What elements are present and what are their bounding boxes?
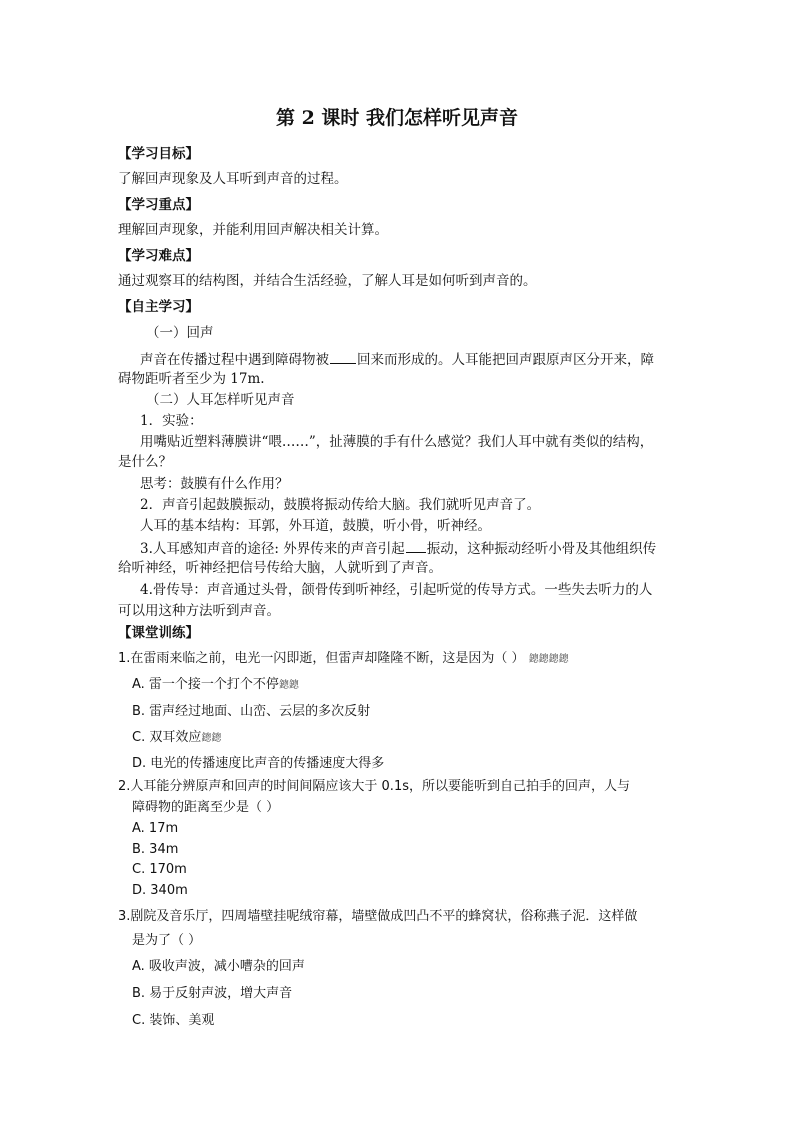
- question-2-option-d: D. 340m: [132, 883, 188, 898]
- question-1-option-c: [132, 729, 221, 748]
- echo-text-b: 回来而形成的。人耳能把回声跟原声区分开来，障: [357, 352, 654, 368]
- think-question: 思考：鼓膜有什么作用？: [140, 476, 289, 492]
- echo-heading: （一）回声: [146, 325, 214, 341]
- question-3-option-c: C. 装饰、美观: [132, 1013, 215, 1028]
- option-text: A. 雷一个接一个打个不停: [132, 677, 279, 692]
- self-study-heading: 【自主学习】: [118, 299, 199, 315]
- question-2-option-a: A. 17m: [132, 821, 179, 836]
- training-heading: 【课堂训练】: [118, 625, 199, 641]
- difficulty-text: 通过观察耳的结构图，并结合生活经验，了解人耳是如何听到声音的。: [118, 273, 537, 289]
- question-3-stem-line-2: 是为了（ ）: [132, 933, 202, 948]
- item-4-line-1: 4.骨传导：声音通过头骨，颌骨传到听神经，引起听觉的传导方式。一些失去听力的人: [140, 582, 653, 598]
- option-noise: 鏓鏓: [278, 680, 299, 691]
- goal-heading: 【学习目标】: [118, 146, 199, 162]
- experiment-line-2: 是什么？: [118, 454, 172, 470]
- ear-heading: （二）人耳怎样听见声音: [146, 392, 295, 408]
- option-text: B. 雷声经过地面、山峦、云层的多次反射: [132, 704, 371, 719]
- question-2-stem-line-2: 障碍物的距离至少是（ ）: [132, 800, 280, 815]
- page-title: 第 2 课时 我们怎样听见声音: [275, 107, 519, 129]
- experiment-label: 1．实验：: [140, 413, 203, 429]
- item-3-line-1: [140, 539, 656, 558]
- experiment-line-1: 用嘴贴近塑料薄膜讲“喂……”，扯薄膜的手有什么感觉？我们人耳中就有类似的结构，: [140, 434, 654, 450]
- option-text: D. 电光的传播速度比声音的传播速度大得多: [132, 756, 385, 771]
- echo-blank: [330, 350, 356, 364]
- key-heading: 【学习重点】: [118, 197, 199, 213]
- item-3-line-2: 给听神经，听神经把信号传给大脑，人就听到了声音。: [118, 560, 442, 576]
- question-1-option-a: [132, 676, 299, 695]
- echo-text-a: 声音在传播过程中遇到障碍物被: [140, 352, 329, 368]
- question-1-text: 1.在雷雨来临之前，电光一闪即逝，但雷声却隆隆不断，这是因为（ ）: [118, 651, 525, 666]
- question-2-option-c: C. 170m: [132, 862, 187, 877]
- item-3-text-a: 3.人耳感知声音的途径: 外界传来的声音引起: [140, 541, 405, 557]
- goal-text: 了解回声现象及人耳听到声音的过程。: [118, 171, 348, 187]
- question-2-stem-line-1: 2.人耳能分辨原声和回声的时间间隔应该大于 0.1s，所以要能听到自己拍手的回声，人与: [118, 779, 630, 794]
- item-2: 2．声音引起鼓膜振动，鼓膜将振动传给大脑。我们就听见声音了。: [140, 497, 541, 513]
- option-noise: 鏓鏓: [201, 733, 222, 744]
- item-4-line-2: 可以用这种方法听到声音。: [118, 603, 280, 619]
- question-3-stem-line-1: 3.剧院及音乐厅，四周墙壁挂呢绒帘幕，墙壁做成凹凸不平的蜂窝状，俗称燕子泥．这样做: [118, 909, 638, 924]
- echo-paragraph-line-1: [140, 350, 654, 369]
- difficulty-heading: 【学习难点】: [118, 248, 199, 264]
- question-1-noise: 鏓鏓鏓鏓: [528, 654, 569, 665]
- key-text: 理解回声现象，并能利用回声解决相关计算。: [118, 222, 388, 238]
- question-1-option-d: [132, 755, 384, 773]
- item-3-text-b: 振动，这种振动经听小骨及其他组织传: [426, 541, 657, 557]
- ear-structure: 人耳的基本结构：耳郭，外耳道，鼓膜，听小骨，听神经。: [140, 518, 491, 534]
- question-1-stem: [118, 650, 569, 669]
- item-3-blank: [406, 539, 426, 553]
- echo-paragraph-line-2: 碍物距听者至少为 17m.: [118, 371, 265, 387]
- question-3-option-a: A. 吸收声波，减小嘈杂的回声: [132, 959, 305, 974]
- question-3-option-b: B. 易于反射声波，增大声音: [132, 986, 293, 1001]
- option-text: C. 双耳效应: [132, 730, 202, 745]
- question-2-option-b: B. 34m: [132, 842, 179, 857]
- question-1-option-b: [132, 703, 370, 721]
